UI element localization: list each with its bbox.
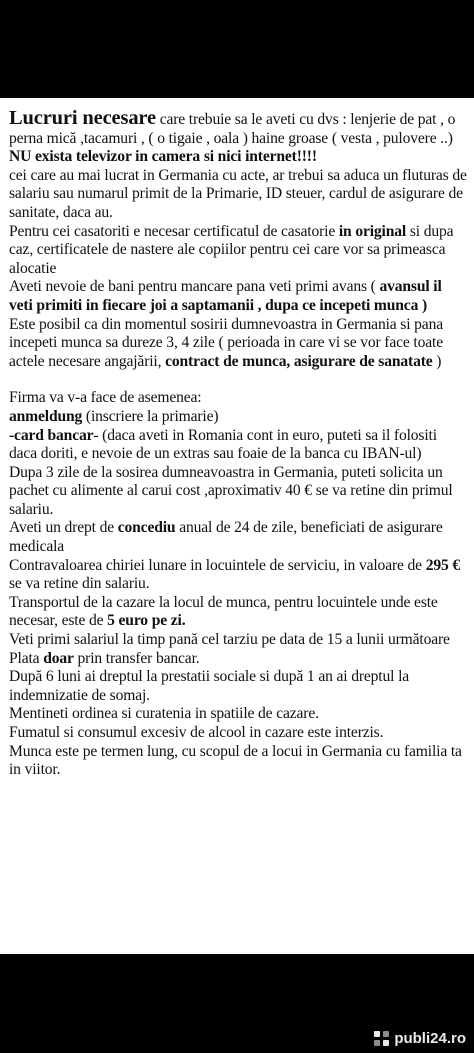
- paragraph-social-benefits: După 6 luni ai dreptul la prestatii sociale si după 1 an ai dreptul la indemnizatie de somaj.: [9, 668, 410, 704]
- paragraph-married: Pentru cei casatoriti e necesar certificatul de casatorie in original si dupa caz, certificatele de nastere ale copiilor pentru cei care vor sa primeasca alocatie: [9, 222, 454, 277]
- watermark-text: publi24.ro: [394, 1030, 466, 1047]
- paragraph-vacation: Aveti un drept de concediu anual de 24 de zile, beneficiati de asigurare medicala: [9, 519, 443, 556]
- document-page: [0, 98, 474, 954]
- top-black-band: [0, 0, 474, 98]
- paragraph-previous-work: cei care au mai lucrat in Germania cu acte, ar trebui sa aduca un fluturas de salariu sau numarul primit de la Primarie, ID steuer, cardul de asigurare de sanitate, daca au.: [9, 166, 467, 221]
- paragraph-order: Mentineti ordinea si curatenia in spatiile de cazare.: [9, 705, 319, 723]
- document-title: Lucruri necesare: [9, 107, 156, 129]
- paragraph-payment: Plata doar prin transfer bancar.: [9, 649, 200, 667]
- paragraph-company-intro: Firma va v-a face de asemenea:: [9, 389, 202, 407]
- paragraph-salary: Veti primi salariul la timp pană cel tarziu pe data de 15 a lunii următoare: [9, 631, 450, 649]
- paragraph-gap: [9, 371, 468, 389]
- paragraph-rent: Contravaloarea chiriei lunare in locuintele de serviciu, in valoare de 295 € se va retine din salariu.: [9, 556, 461, 593]
- paragraph-food-package: Dupa 3 zile de la sosirea dumneavoastra in Germania, puteti solicita un pachet cu alimente al carui cost ,aproximativ 40 € se va retine din primul salariu.: [9, 463, 453, 518]
- paragraph-smoking: Fumatul si consumul excesiv de alcool in cazare este interzis.: [9, 724, 384, 741]
- paragraph-long-term: Munca este pe termen lung, cu scopul de a locui in Germania cu familia ta in viitor.: [9, 742, 462, 779]
- paragraph-bank-card: -card bancar- (daca aveti in Romania cont in euro, puteti sa il folositi daca doriti, e nevoie de un extras sau foaie de la banca cu IBAN-ul): [9, 426, 437, 463]
- paragraph-food-money: Aveti nevoie de bani pentru mancare pana veti primi avans ( avansul il veti primiti in fiecare joi a saptamanii , dupa ce incepeti munca ): [9, 278, 442, 314]
- bottom-black-band: [0, 954, 474, 1053]
- paragraph-required-items: Lucruri necesare care trebuie sa le aveti cu dvs : lenjerie de pat , o perna mică ,tacamuri , ( o tigaie , oala ) haine groase ( vesta , pulovere ..) NU exista televizor in camera si nici internet!!!!: [9, 107, 456, 166]
- paragraph-transport: Transportul de la cazare la locul de munca, pentru locuintele unde este necesar, este de 5 euro pe zi.: [9, 593, 438, 630]
- publi24-watermark: [374, 1030, 466, 1047]
- paragraph-anmeldung: anmeldung (inscriere la primarie): [9, 407, 219, 425]
- publi24-logo-icon: [374, 1031, 390, 1047]
- paragraph-waiting-period: Este posibil ca din momentul sosirii dumnevoastra in Germania si pana incepeti munca sa dureze 3, 4 zile ( perioada in care vi se vor face toate actele necesare angajării, contract de munca, asigurare de sanatate ): [9, 315, 443, 370]
